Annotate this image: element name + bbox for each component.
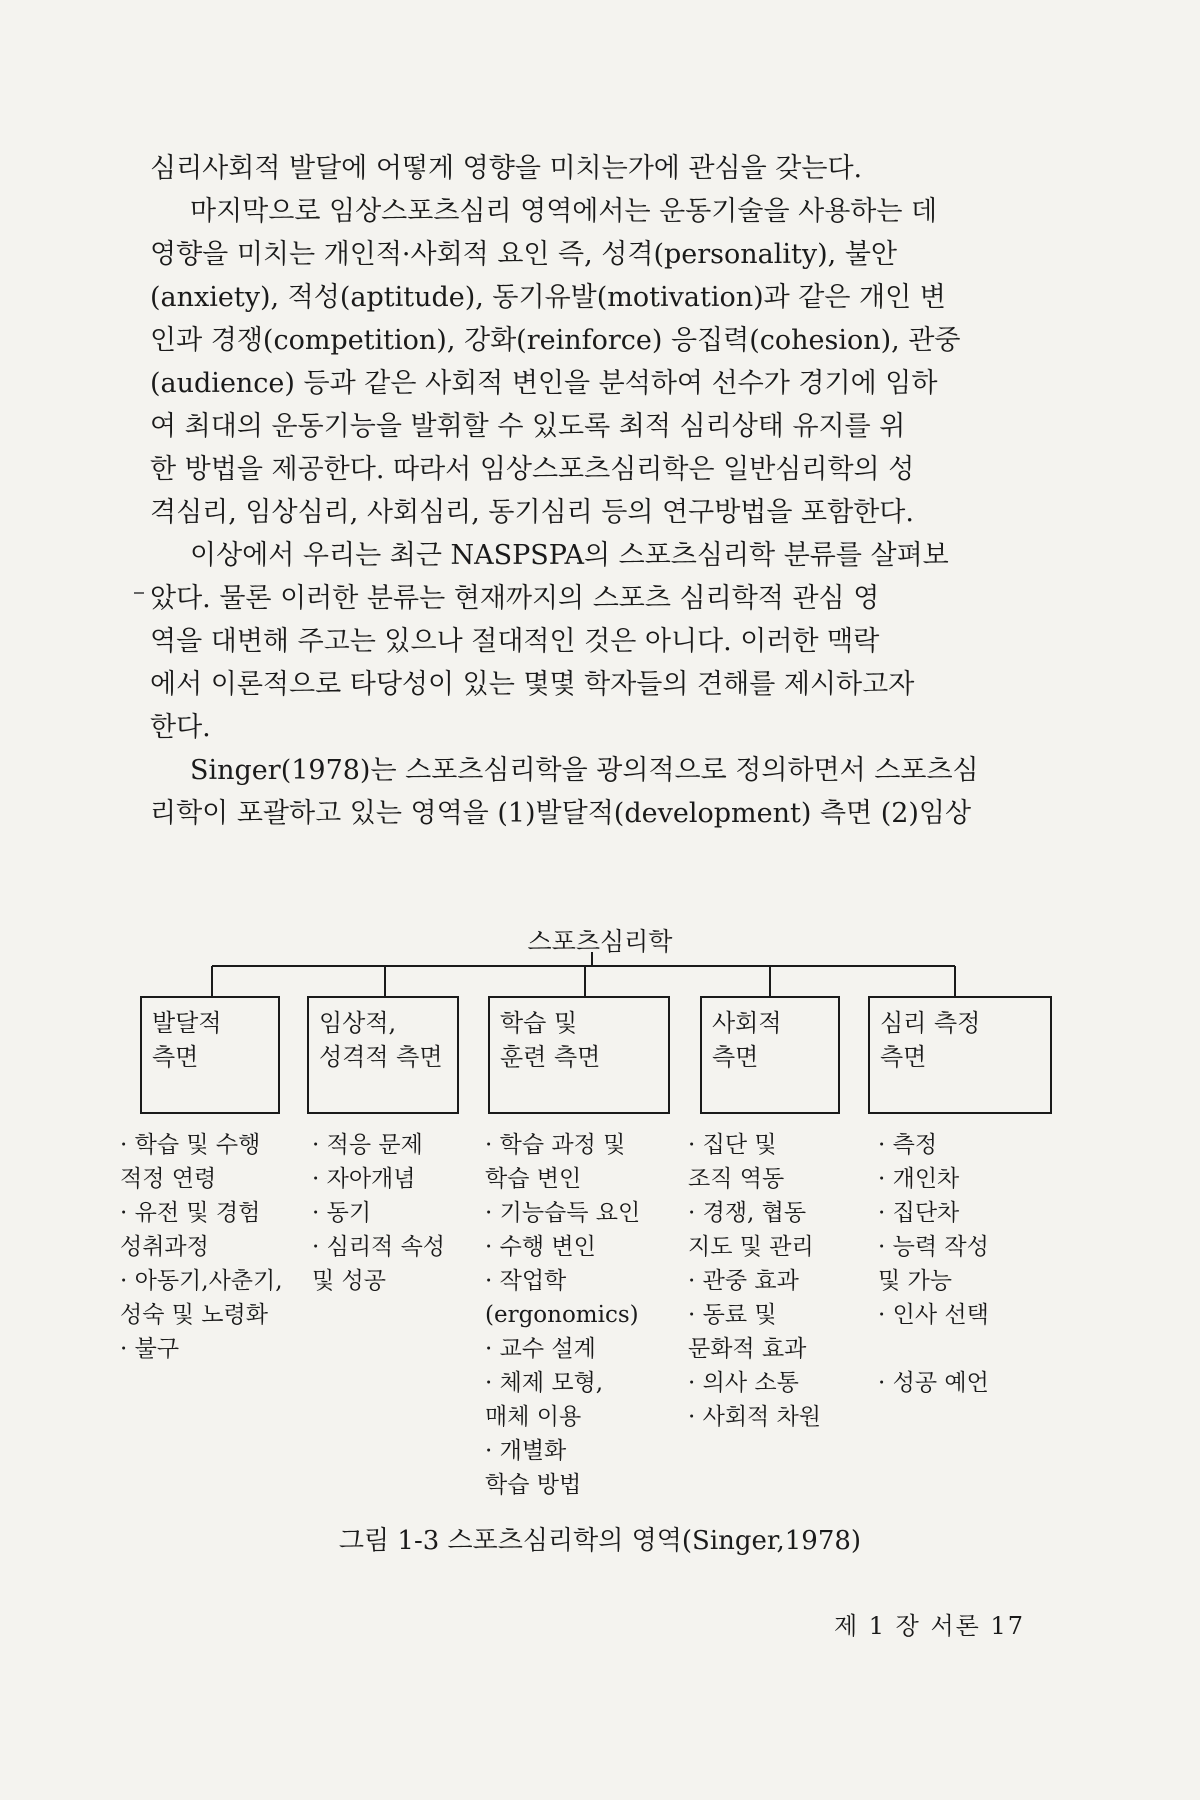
list-item: · 체제 모형, bbox=[485, 1370, 604, 1396]
list-item: · 불구 bbox=[120, 1336, 180, 1362]
list-item: · 사회적 차원 bbox=[688, 1404, 822, 1430]
list-item: (ergonomics) bbox=[485, 1302, 639, 1328]
text-line: 한 방법을 제공한다. 따라서 임상스포츠심리학은 일반심리학의 성 bbox=[150, 454, 915, 485]
list-item: 및 가능 bbox=[878, 1268, 952, 1294]
category-items-clinical bbox=[312, 1128, 445, 1298]
text-line: 았다. 물론 이러한 분류는 현재까지의 스포츠 심리학적 관심 영 bbox=[150, 583, 880, 614]
text-line: 한다. bbox=[150, 712, 211, 743]
diagram-root-label: 스포츠심리학 bbox=[527, 927, 673, 956]
page-footer: 제 1 장 서론 17 bbox=[833, 1612, 1025, 1640]
list-item: · 교수 설계 bbox=[485, 1336, 596, 1362]
list-item: · 수행 변인 bbox=[485, 1234, 596, 1260]
list-item: · 아동기,사춘기, bbox=[120, 1268, 283, 1294]
text-line: 이상에서 우리는 최근 NASPSPA의 스포츠심리학 분류를 살펴보 bbox=[190, 540, 949, 571]
category-label: 훈련 측면 bbox=[500, 1043, 601, 1071]
list-item: · 능력 작성 bbox=[878, 1234, 989, 1260]
list-item: 성숙 및 노령화 bbox=[120, 1302, 268, 1328]
text-line: 심리사회적 발달에 어떻게 영향을 미치는가에 관심을 갖는다. bbox=[150, 153, 863, 184]
list-item: · 작업학 bbox=[485, 1268, 567, 1294]
text-line: 리학이 포괄하고 있는 영역을 (1)발달적(development) 측면 (2)임상 bbox=[150, 798, 972, 829]
list-spacer bbox=[878, 1332, 989, 1366]
category-label: 성격적 측면 bbox=[319, 1043, 443, 1071]
category-label: 임상적, bbox=[319, 1009, 397, 1037]
text-line: 에서 이론적으로 타당성이 있는 몇몇 학자들의 견해를 제시하고자 bbox=[150, 669, 915, 700]
text-line: 인과 경쟁(competition), 강화(reinforce) 응집력(cohesion), 관중 bbox=[150, 325, 961, 356]
text-line: 격심리, 임상심리, 사회심리, 동기심리 등의 연구방법을 포함한다. bbox=[150, 497, 914, 528]
list-item: · 개별화 bbox=[485, 1438, 567, 1464]
list-item: 적정 연령 bbox=[120, 1166, 217, 1192]
category-box-learning bbox=[488, 996, 670, 1114]
list-item: 및 성공 bbox=[312, 1268, 386, 1294]
list-item: 매체 이용 bbox=[485, 1404, 582, 1430]
list-item: 성취과정 bbox=[120, 1234, 209, 1260]
category-label: 사회적 bbox=[712, 1009, 782, 1037]
list-item: 지도 및 관리 bbox=[688, 1234, 814, 1260]
category-label: 학습 및 bbox=[500, 1009, 578, 1037]
category-items-learning bbox=[485, 1128, 640, 1502]
text-line: (anxiety), 적성(aptitude), 동기유발(motivation)과 같은 개인 변 bbox=[150, 282, 946, 313]
category-box-developmental bbox=[140, 996, 280, 1114]
category-box-social bbox=[700, 996, 840, 1114]
category-label: 측면 bbox=[880, 1043, 927, 1071]
text-line: 영향을 미치는 개인적·사회적 요인 즉, 성격(personality), 불안 bbox=[150, 239, 898, 270]
list-item: · 측정 bbox=[878, 1132, 938, 1158]
list-item: · 인사 선택 bbox=[878, 1302, 989, 1328]
list-item: 학습 방법 bbox=[485, 1472, 582, 1498]
list-item: · 적응 문제 bbox=[312, 1132, 423, 1158]
category-items-measurement bbox=[878, 1128, 989, 1400]
list-item: · 집단차 bbox=[878, 1200, 960, 1226]
text-line: 여 최대의 운동기능을 발휘할 수 있도록 최적 심리상태 유지를 위 bbox=[150, 411, 906, 442]
list-item: 문화적 효과 bbox=[688, 1336, 807, 1362]
list-item: · 개인차 bbox=[878, 1166, 960, 1192]
text-line: (audience) 등과 같은 사회적 변인을 분석하여 선수가 경기에 임하 bbox=[150, 368, 938, 399]
list-item: · 심리적 속성 bbox=[312, 1234, 446, 1260]
list-item: · 유전 및 경험 bbox=[120, 1200, 261, 1226]
text-line: Singer(1978)는 스포츠심리학을 광의적으로 정의하면서 스포츠심 bbox=[190, 755, 979, 786]
category-box-measurement bbox=[868, 996, 1052, 1114]
category-label: 발달적 bbox=[152, 1009, 222, 1037]
figure-caption: 그림 1-3 스포츠심리학의 영역(Singer,1978) bbox=[338, 1526, 862, 1556]
list-item: · 관중 효과 bbox=[688, 1268, 799, 1294]
text-line: 역을 대변해 주고는 있으나 절대적인 것은 아니다. 이러한 맥락 bbox=[150, 626, 880, 657]
category-label: 심리 측정 bbox=[880, 1009, 981, 1037]
list-item: · 의사 소통 bbox=[688, 1370, 799, 1396]
list-item: · 성공 예언 bbox=[878, 1370, 989, 1396]
category-items-developmental bbox=[120, 1128, 283, 1366]
category-box-clinical bbox=[307, 996, 459, 1114]
list-item: 학습 변인 bbox=[485, 1166, 582, 1192]
list-item: · 동료 및 bbox=[688, 1302, 777, 1328]
list-item: · 학습 및 수행 bbox=[120, 1132, 261, 1158]
category-label: 측면 bbox=[712, 1043, 759, 1071]
category-label: 측면 bbox=[152, 1043, 199, 1071]
list-item: · 집단 및 bbox=[688, 1132, 777, 1158]
list-item: · 경쟁, 협동 bbox=[688, 1200, 807, 1226]
category-items-social bbox=[688, 1128, 821, 1434]
text-line: 마지막으로 임상스포츠심리 영역에서는 운동기술을 사용하는 데 bbox=[190, 196, 938, 227]
list-item: 조직 역동 bbox=[688, 1166, 785, 1192]
list-item: · 자아개념 bbox=[312, 1166, 416, 1192]
list-item: · 기능습득 요인 bbox=[485, 1200, 641, 1226]
list-item: · 동기 bbox=[312, 1200, 372, 1226]
list-item: · 학습 과정 및 bbox=[485, 1132, 626, 1158]
